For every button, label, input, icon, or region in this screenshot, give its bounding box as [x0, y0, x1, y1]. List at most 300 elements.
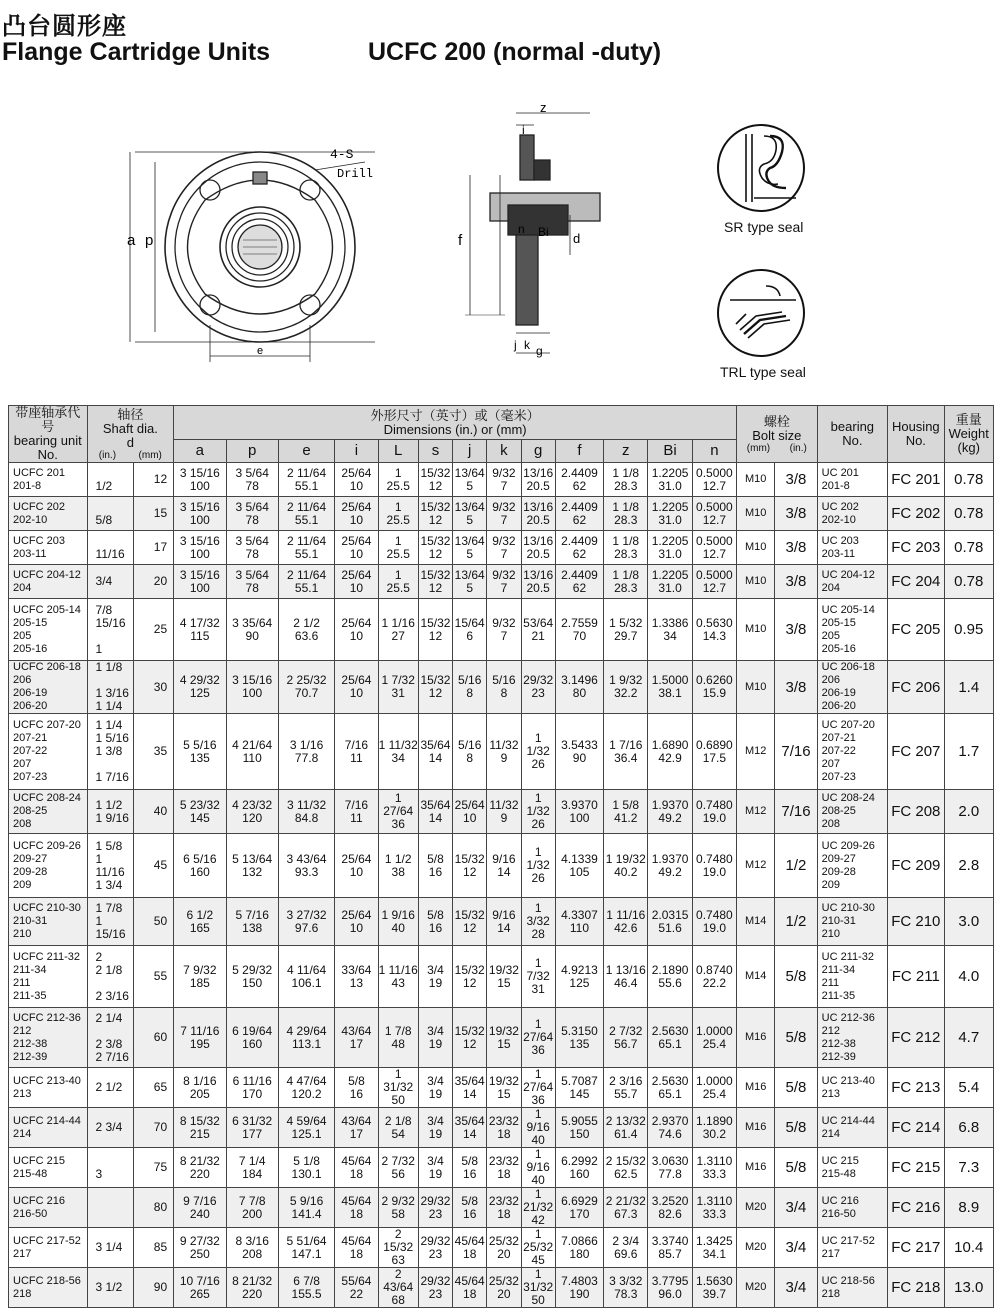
housing-no-cell: FC 213: [888, 1068, 944, 1108]
bolt-in-cell: 5/8: [775, 1148, 817, 1188]
housing-no-cell: FC 212: [888, 1008, 944, 1068]
weight-cell: 2.0: [944, 790, 994, 834]
dim-cell-p: 3 5/64 78: [226, 531, 278, 565]
dim-cell-g: 1 7/32 31: [521, 946, 555, 1008]
bolt-in-cell: 3/8: [775, 531, 817, 565]
dim-cell-a: 10 7/16 265: [174, 1268, 226, 1308]
dim-cell-j: 5/16 8: [453, 661, 487, 714]
bolt-mm-cell: M10: [737, 497, 775, 531]
housing-no-cell: FC 203: [888, 531, 944, 565]
housing-no-cell: FC 210: [888, 898, 944, 946]
label-f: f: [458, 232, 463, 249]
dim-cell-f: 3.5433 90: [555, 714, 603, 790]
dim-cell-g: 29/32 23: [521, 661, 555, 714]
dim-cell-a: 8 1/16 205: [174, 1068, 226, 1108]
housing-no-cell: FC 216: [888, 1188, 944, 1228]
header-col-f: f: [555, 440, 603, 463]
dim-cell-j: 13/64 5: [453, 463, 487, 497]
dim-cell-i: 45/64 18: [335, 1228, 378, 1268]
header-col-i: i: [335, 440, 378, 463]
weight-cell: 0.78: [944, 531, 994, 565]
bearing-no-cell: UC 215 215-48: [817, 1148, 887, 1188]
dim-cell-z: 2 15/32 62.5: [604, 1148, 648, 1188]
label-p: p: [145, 232, 154, 249]
table-row: [9, 497, 994, 531]
bolt-mm-cell: M10: [737, 463, 775, 497]
dim-cell-k: 11/32 9: [487, 714, 521, 790]
dim-cell-a: 5 23/32 145: [174, 790, 226, 834]
dim-cell-n: 1.5630 39.7: [692, 1268, 736, 1308]
dim-cell-k: 25/32 20: [487, 1228, 521, 1268]
shaft-mm-cell: 25: [133, 599, 173, 661]
dim-cell-p: 3 5/64 78: [226, 497, 278, 531]
dim-cell-p: 4 21/64 110: [226, 714, 278, 790]
shaft-mm-cell: 35: [133, 714, 173, 790]
dim-cell-z: 1 1/8 28.3: [604, 565, 648, 599]
unit-no-cell: UCFC 216 216-50: [9, 1188, 88, 1228]
header-dimensions: 外形尺寸（英寸）或（毫米） Dimensions (in.) or (mm): [174, 406, 737, 440]
dim-cell-z: 1 1/8 28.3: [604, 497, 648, 531]
unit-no-cell: UCFC 213-40 213: [9, 1068, 88, 1108]
dim-cell-p: 6 31/32 177: [226, 1108, 278, 1148]
dim-cell-j: 13/64 5: [453, 565, 487, 599]
label-bi: Bi: [538, 225, 549, 239]
dim-cell-p: 6 19/64 160: [226, 1008, 278, 1068]
dim-cell-p: 4 23/32 120: [226, 790, 278, 834]
bolt-in-cell: 5/8: [775, 1068, 817, 1108]
dim-cell-j: 5/8 16: [453, 1148, 487, 1188]
dim-cell-g: 53/64 21: [521, 599, 555, 661]
label-j: j: [514, 338, 517, 352]
housing-no-cell: FC 204: [888, 565, 944, 599]
dim-cell-a: 4 17/32 115: [174, 599, 226, 661]
header-weight: 重量 Weight (kg): [944, 406, 994, 463]
dim-cell-s: 15/32 12: [418, 531, 452, 565]
bearing-no-cell: UC 204-12 204: [817, 565, 887, 599]
dim-cell-a: 6 5/16 160: [174, 834, 226, 898]
dim-cell-bi: 1.9370 49.2: [648, 790, 692, 834]
dim-cell-bi: 3.3740 85.7: [648, 1228, 692, 1268]
shaft-in-cell: 2 3/4: [87, 1108, 133, 1148]
dim-cell-n: 1.1890 30.2: [692, 1108, 736, 1148]
dim-cell-k: 19/32 15: [487, 1068, 521, 1108]
dim-cell-s: 5/8 16: [418, 834, 452, 898]
dim-cell-n: 1.3425 34.1: [692, 1228, 736, 1268]
weight-cell: 0.78: [944, 565, 994, 599]
shaft-mm-cell: 55: [133, 946, 173, 1008]
shaft-in-cell: 1/2: [87, 463, 133, 497]
dim-cell-bi: 2.9370 74.6: [648, 1108, 692, 1148]
dim-cell-i: 25/64 10: [335, 898, 378, 946]
unit-no-cell: UCFC 209-26 209-27 209-28 209: [9, 834, 88, 898]
dim-cell-z: 1 13/16 46.4: [604, 946, 648, 1008]
header-bolt-size: 螺栓 Bolt size (mm) (in.): [737, 406, 818, 463]
dim-cell-bi: 3.0630 77.8: [648, 1148, 692, 1188]
dim-cell-f: 4.3307 110: [555, 898, 603, 946]
dim-cell-j: 5/8 16: [453, 1188, 487, 1228]
weight-cell: 6.8: [944, 1108, 994, 1148]
dim-cell-p: 7 1/4 184: [226, 1148, 278, 1188]
dim-cell-z: 3 3/32 78.3: [604, 1268, 648, 1308]
bearing-no-cell: UC 218-56 218: [817, 1268, 887, 1308]
header-col-g: g: [521, 440, 555, 463]
dim-cell-l: 1 7/8 48: [378, 1008, 418, 1068]
dim-cell-g: 13/16 20.5: [521, 497, 555, 531]
bolt-mm-cell: M16: [737, 1008, 775, 1068]
shaft-in-cell: 1 5/8 1 11/16 1 3/4: [87, 834, 133, 898]
dim-cell-f: 2.4409 62: [555, 497, 603, 531]
dim-cell-bi: 1.2205 31.0: [648, 497, 692, 531]
dim-cell-p: 3 5/64 78: [226, 463, 278, 497]
dim-cell-f: 7.0866 180: [555, 1228, 603, 1268]
dim-cell-f: 2.4409 62: [555, 565, 603, 599]
unit-no-cell: UCFC 218-56 218: [9, 1268, 88, 1308]
dim-cell-e: 5 51/64 147.1: [278, 1228, 334, 1268]
dim-cell-bi: 2.5630 65.1: [648, 1008, 692, 1068]
table-row: [9, 834, 994, 898]
dim-cell-a: 3 15/16 100: [174, 463, 226, 497]
weight-cell: 0.78: [944, 497, 994, 531]
dim-cell-bi: 2.0315 51.6: [648, 898, 692, 946]
bearing-no-cell: UC 210-30 210-31 210: [817, 898, 887, 946]
bolt-mm-cell: M16: [737, 1148, 775, 1188]
dim-cell-n: 0.8740 22.2: [692, 946, 736, 1008]
table-row: [9, 1188, 994, 1228]
bearing-no-cell: UC 203 203-11: [817, 531, 887, 565]
dim-cell-bi: 1.2205 31.0: [648, 463, 692, 497]
unit-no-cell: UCFC 214-44 214: [9, 1108, 88, 1148]
dim-cell-g: 1 1/32 26: [521, 714, 555, 790]
shaft-in-cell: 5/8: [87, 497, 133, 531]
bearing-no-cell: UC 212-36 212 212-38 212-39: [817, 1008, 887, 1068]
bolt-mm-cell: M10: [737, 661, 775, 714]
table-row: [9, 1148, 994, 1188]
dim-cell-g: 13/16 20.5: [521, 463, 555, 497]
dim-cell-z: 2 21/32 67.3: [604, 1188, 648, 1228]
label-n: n: [518, 222, 525, 236]
bearing-no-cell: UC 207-20 207-21 207-22 207 207-23: [817, 714, 887, 790]
weight-cell: 3.0: [944, 898, 994, 946]
dim-cell-a: 6 1/2 165: [174, 898, 226, 946]
dim-cell-i: 25/64 10: [335, 497, 378, 531]
dim-cell-n: 0.5630 14.3: [692, 599, 736, 661]
shaft-in-cell: [87, 1188, 133, 1228]
dim-cell-z: 2 7/32 56.7: [604, 1008, 648, 1068]
bolt-in-cell: 3/4: [775, 1228, 817, 1268]
dim-cell-j: 35/64 14: [453, 1068, 487, 1108]
shaft-mm-cell: 75: [133, 1148, 173, 1188]
label-a: a: [127, 232, 136, 249]
shaft-mm-cell: 40: [133, 790, 173, 834]
bolt-mm-cell: M14: [737, 946, 775, 1008]
dim-cell-i: 7/16 11: [335, 714, 378, 790]
dim-cell-n: 0.7480 19.0: [692, 790, 736, 834]
dim-cell-j: 15/64 6: [453, 599, 487, 661]
dim-cell-p: 8 21/32 220: [226, 1268, 278, 1308]
bolt-in-cell: 3/8: [775, 661, 817, 714]
housing-no-cell: FC 218: [888, 1268, 944, 1308]
dim-cell-e: 3 43/64 93.3: [278, 834, 334, 898]
dim-cell-s: 3/4 19: [418, 1008, 452, 1068]
dim-cell-g: 1 9/16 40: [521, 1148, 555, 1188]
shaft-mm-cell: 80: [133, 1188, 173, 1228]
bearing-no-cell: UC 206-18 206 206-19 206-20: [817, 661, 887, 714]
title-chinese: 凸台圆形座: [2, 12, 127, 40]
dim-cell-k: 9/32 7: [487, 531, 521, 565]
dim-cell-s: 15/32 12: [418, 599, 452, 661]
dim-cell-z: 1 7/16 36.4: [604, 714, 648, 790]
dim-cell-i: 25/64 10: [335, 599, 378, 661]
bearing-no-cell: UC 201 201-8: [817, 463, 887, 497]
shaft-mm-cell: 85: [133, 1228, 173, 1268]
shaft-in-cell: 2 1/2: [87, 1068, 133, 1108]
housing-no-cell: FC 202: [888, 497, 944, 531]
dim-cell-e: 2 11/64 55.1: [278, 565, 334, 599]
dim-cell-p: 7 7/8 200: [226, 1188, 278, 1228]
dim-cell-s: 35/64 14: [418, 714, 452, 790]
dim-cell-f: 4.1339 105: [555, 834, 603, 898]
dim-cell-j: 15/32 12: [453, 898, 487, 946]
dim-cell-n: 1.0000 25.4: [692, 1068, 736, 1108]
dim-cell-i: 43/64 17: [335, 1108, 378, 1148]
bolt-mm-cell: M12: [737, 714, 775, 790]
dim-cell-j: 15/32 12: [453, 946, 487, 1008]
dim-cell-bi: 1.2205 31.0: [648, 565, 692, 599]
table-row: [9, 1228, 994, 1268]
weight-cell: 7.3: [944, 1148, 994, 1188]
dim-cell-i: 25/64 10: [335, 834, 378, 898]
dim-cell-l: 1 11/16 43: [378, 946, 418, 1008]
dim-cell-j: 35/64 14: [453, 1108, 487, 1148]
housing-no-cell: FC 211: [888, 946, 944, 1008]
dim-cell-j: 5/16 8: [453, 714, 487, 790]
housing-no-cell: FC 209: [888, 834, 944, 898]
header-col-s: s: [418, 440, 452, 463]
dim-cell-f: 5.7087 145: [555, 1068, 603, 1108]
dim-cell-f: 2.7559 70: [555, 599, 603, 661]
dim-cell-e: 2 11/64 55.1: [278, 463, 334, 497]
dim-cell-bi: 1.9370 49.2: [648, 834, 692, 898]
dim-cell-a: 7 9/32 185: [174, 946, 226, 1008]
bolt-mm-cell: M16: [737, 1068, 775, 1108]
dim-cell-n: 0.6890 17.5: [692, 714, 736, 790]
dim-cell-k: 23/32 18: [487, 1108, 521, 1148]
label-k: k: [524, 338, 530, 352]
bolt-in-cell: 3/4: [775, 1188, 817, 1228]
shaft-in-cell: 1 1/8 1 3/16 1 1/4: [87, 661, 133, 714]
dim-cell-l: 1 1/16 27: [378, 599, 418, 661]
dim-cell-s: 5/8 16: [418, 898, 452, 946]
weight-cell: 8.9: [944, 1188, 994, 1228]
header-col-a: a: [174, 440, 226, 463]
dim-cell-l: 1 9/16 40: [378, 898, 418, 946]
dim-cell-f: 5.3150 135: [555, 1008, 603, 1068]
dim-cell-l: 1 25.5: [378, 497, 418, 531]
weight-cell: 5.4: [944, 1068, 994, 1108]
dim-cell-bi: 1.6890 42.9: [648, 714, 692, 790]
shaft-in-cell: 11/16: [87, 531, 133, 565]
dim-cell-f: 3.9370 100: [555, 790, 603, 834]
table-row: [9, 898, 994, 946]
bolt-in-cell: 1/2: [775, 834, 817, 898]
dim-cell-k: 23/32 18: [487, 1148, 521, 1188]
dim-cell-k: 9/32 7: [487, 599, 521, 661]
label-g: g: [536, 344, 543, 358]
dim-cell-l: 2 9/32 58: [378, 1188, 418, 1228]
dim-cell-k: 25/32 20: [487, 1268, 521, 1308]
dim-cell-i: 43/64 17: [335, 1008, 378, 1068]
shaft-mm-cell: 90: [133, 1268, 173, 1308]
header-col-z: z: [604, 440, 648, 463]
dim-cell-e: 3 1/16 77.8: [278, 714, 334, 790]
unit-no-cell: UCFC 203 203-11: [9, 531, 88, 565]
bearing-no-cell: UC 205-14 205-15 205 205-16: [817, 599, 887, 661]
dim-cell-n: 1.3110 33.3: [692, 1148, 736, 1188]
dim-cell-i: 45/64 18: [335, 1188, 378, 1228]
table-row: [9, 1068, 994, 1108]
dim-cell-p: 5 29/32 150: [226, 946, 278, 1008]
dim-cell-k: 9/32 7: [487, 463, 521, 497]
dim-cell-z: 1 9/32 32.2: [604, 661, 648, 714]
shaft-in-cell: 3 1/4: [87, 1228, 133, 1268]
label-d: d: [573, 231, 581, 246]
dim-cell-l: 1 31/32 50: [378, 1068, 418, 1108]
dim-cell-l: 1 7/32 31: [378, 661, 418, 714]
bolt-in-cell: 3/8: [775, 599, 817, 661]
dim-cell-g: 1 31/32 50: [521, 1268, 555, 1308]
bearing-no-cell: UC 214-44 214: [817, 1108, 887, 1148]
dim-cell-a: 4 29/32 125: [174, 661, 226, 714]
table-row: [9, 714, 994, 790]
dim-cell-k: 9/16 14: [487, 834, 521, 898]
dim-cell-k: 19/32 15: [487, 946, 521, 1008]
table-row: [9, 1108, 994, 1148]
header-col-bi: Bi: [648, 440, 692, 463]
sr-seal-label: SR type seal: [724, 219, 804, 235]
dim-cell-f: 2.4409 62: [555, 463, 603, 497]
unit-no-cell: UCFC 217-52 217: [9, 1228, 88, 1268]
weight-cell: 2.8: [944, 834, 994, 898]
dim-cell-l: 2 15/32 63: [378, 1228, 418, 1268]
dim-cell-e: 3 27/32 97.6: [278, 898, 334, 946]
label-4-s: 4-S: [330, 147, 354, 162]
bolt-in-cell: 3/8: [775, 565, 817, 599]
dim-cell-n: 0.7480 19.0: [692, 834, 736, 898]
dim-cell-e: 4 47/64 120.2: [278, 1068, 334, 1108]
dim-cell-k: 9/16 14: [487, 898, 521, 946]
shaft-in-cell: 2 2 1/8 2 3/16: [87, 946, 133, 1008]
dim-cell-e: 6 7/8 155.5: [278, 1268, 334, 1308]
dim-cell-n: 1.0000 25.4: [692, 1008, 736, 1068]
table-row: [9, 1268, 994, 1308]
table-row: [9, 463, 994, 497]
dim-cell-p: 5 7/16 138: [226, 898, 278, 946]
weight-cell: 1.7: [944, 714, 994, 790]
unit-no-cell: UCFC 215 215-48: [9, 1148, 88, 1188]
dim-cell-p: 6 11/16 170: [226, 1068, 278, 1108]
bolt-in-cell: 1/2: [775, 898, 817, 946]
dim-cell-s: 3/4 19: [418, 1068, 452, 1108]
dim-cell-g: 13/16 20.5: [521, 531, 555, 565]
dim-cell-l: 1 11/32 34: [378, 714, 418, 790]
bearing-no-cell: UC 202 202-10: [817, 497, 887, 531]
dim-cell-z: 1 19/32 40.2: [604, 834, 648, 898]
front-view-drawing: [125, 140, 385, 370]
shaft-in-cell: 1 1/2 1 9/16: [87, 790, 133, 834]
dim-cell-s: 29/32 23: [418, 1188, 452, 1228]
dim-cell-s: 35/64 14: [418, 790, 452, 834]
label-drill: Drill: [337, 167, 374, 181]
dim-cell-n: 1.3110 33.3: [692, 1188, 736, 1228]
shaft-mm-cell: 15: [133, 497, 173, 531]
dim-cell-f: 5.9055 150: [555, 1108, 603, 1148]
header-unit-no: 带座轴承代号 bearing unit No.: [9, 406, 88, 463]
dim-cell-bi: 3.7795 96.0: [648, 1268, 692, 1308]
shaft-in-cell: 3/4: [87, 565, 133, 599]
dim-cell-f: 6.2992 160: [555, 1148, 603, 1188]
shaft-mm-cell: 17: [133, 531, 173, 565]
shaft-in-cell: 1 1/4 1 5/16 1 3/8 1 7/16: [87, 714, 133, 790]
dim-cell-e: 4 29/64 113.1: [278, 1008, 334, 1068]
header-col-p: p: [226, 440, 278, 463]
dim-cell-g: 1 1/32 26: [521, 834, 555, 898]
dim-cell-p: 3 5/64 78: [226, 565, 278, 599]
unit-no-cell: UCFC 208-24 208-25 208: [9, 790, 88, 834]
dim-cell-z: 1 5/32 29.7: [604, 599, 648, 661]
dim-cell-e: 2 11/64 55.1: [278, 497, 334, 531]
table-row: [9, 946, 994, 1008]
unit-no-cell: UCFC 204-12 204: [9, 565, 88, 599]
weight-cell: 13.0: [944, 1268, 994, 1308]
dim-cell-k: 9/32 7: [487, 497, 521, 531]
dim-cell-g: 1 27/64 36: [521, 1008, 555, 1068]
dim-cell-l: 1 25.5: [378, 463, 418, 497]
weight-cell: 0.95: [944, 599, 994, 661]
dim-cell-z: 1 1/8 28.3: [604, 531, 648, 565]
trl-seal-drawing: [716, 268, 806, 358]
dim-cell-n: 0.5000 12.7: [692, 463, 736, 497]
dim-cell-e: 4 11/64 106.1: [278, 946, 334, 1008]
dim-cell-a: 9 27/32 250: [174, 1228, 226, 1268]
dim-cell-s: 29/32 23: [418, 1268, 452, 1308]
bolt-in-cell: 3/4: [775, 1268, 817, 1308]
weight-cell: 4.7: [944, 1008, 994, 1068]
dim-cell-n: 0.7480 19.0: [692, 898, 736, 946]
dim-cell-e: 5 1/8 130.1: [278, 1148, 334, 1188]
series-title: UCFC 200 (normal -duty): [368, 38, 662, 66]
dim-cell-i: 25/64 10: [335, 531, 378, 565]
shaft-mm-cell: 45: [133, 834, 173, 898]
bolt-in-cell: 5/8: [775, 1008, 817, 1068]
header-shaft-dia: 轴径 Shaft dia. d (in.) (mm): [87, 406, 174, 463]
table-row: [9, 531, 994, 565]
unit-no-cell: UCFC 202 202-10: [9, 497, 88, 531]
housing-no-cell: FC 208: [888, 790, 944, 834]
dim-cell-a: 7 11/16 195: [174, 1008, 226, 1068]
dim-cell-f: 6.6929 170: [555, 1188, 603, 1228]
weight-cell: 4.0: [944, 946, 994, 1008]
dim-cell-s: 3/4 19: [418, 1108, 452, 1148]
header-col-n: n: [692, 440, 736, 463]
dim-cell-a: 8 15/32 215: [174, 1108, 226, 1148]
dim-cell-s: 15/32 12: [418, 463, 452, 497]
shaft-mm-cell: 70: [133, 1108, 173, 1148]
dim-cell-i: 33/64 13: [335, 946, 378, 1008]
dim-cell-j: 45/64 18: [453, 1228, 487, 1268]
housing-no-cell: FC 205: [888, 599, 944, 661]
bolt-mm-cell: M10: [737, 565, 775, 599]
dim-cell-bi: 2.5630 65.1: [648, 1068, 692, 1108]
